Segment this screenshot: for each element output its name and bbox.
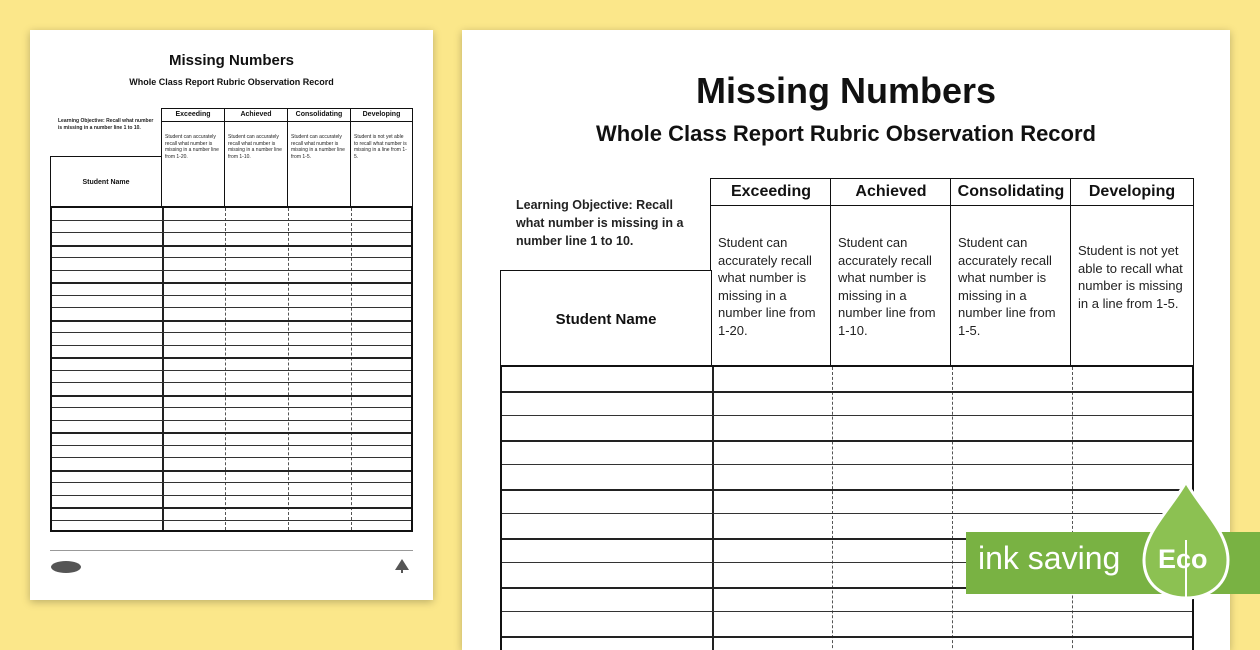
thumb-desc-achieved: Student can accurately recall what number is missing in a number line from 1-10.: [224, 121, 288, 207]
thumb-header-consolidating: Consolidating: [287, 108, 351, 122]
record-grid: [500, 365, 1194, 650]
thumb-desc-consolidating: Student can accurately recall what number is missing in a number line from 1-5.: [287, 121, 351, 207]
thumb-student-name-header: Student Name: [50, 156, 162, 207]
student-name-header: Student Name: [500, 270, 712, 367]
publisher-logo-icon: [50, 560, 82, 574]
header-developing: Developing: [1070, 178, 1194, 207]
thumb-record-grid: [50, 206, 413, 532]
desc-developing: Student is not yet able to recall what number is missing in a line from 1-5.: [1070, 205, 1194, 367]
header-achieved: Achieved: [830, 178, 952, 207]
thumb-header-developing: Developing: [350, 108, 413, 122]
desc-exceeding: Student can accurately recall what number is missing in a number line from 1-20.: [710, 205, 832, 367]
header-exceeding: Exceeding: [710, 178, 832, 207]
page-title: Missing Numbers: [695, 70, 997, 111]
thumb-footer-divider: [50, 550, 413, 551]
thumb-title: Missing Numbers: [168, 52, 295, 69]
learning-objective: Learning Objective: Recall what number is missing in a number line 1 to 10.: [516, 198, 684, 248]
thumb-desc-exceeding: Student can accurately recall what number is missing in a number line from 1-20.: [161, 121, 225, 207]
eco-leaf-icon: [1140, 480, 1232, 600]
thumb-header-achieved: Achieved: [224, 108, 288, 122]
tree-logo-icon: [392, 558, 412, 574]
thumb-desc-developing: Student is not yet able to recall what number is missing in a line from 1-5.: [350, 121, 413, 207]
thumb-learning-objective: Learning Objective: Recall what number is missing in a number line 1 to 10.: [58, 118, 154, 131]
header-consolidating: Consolidating: [950, 178, 1072, 207]
eco-label: Eco: [1158, 544, 1208, 574]
thumb-subtitle: Whole Class Report Rubric Observation Record: [129, 77, 334, 87]
thumb-header-exceeding: Exceeding: [161, 108, 225, 122]
desc-consolidating: Student can accurately recall what number is missing in a number line from 1-5.: [950, 205, 1072, 367]
ink-saving-label: ink saving: [978, 540, 1121, 576]
page-subtitle: Whole Class Report Rubric Observation Record: [596, 121, 1096, 146]
desc-achieved: Student can accurately recall what number is missing in a number line from 1-10.: [830, 205, 952, 367]
worksheet-thumbnail: [30, 30, 433, 600]
